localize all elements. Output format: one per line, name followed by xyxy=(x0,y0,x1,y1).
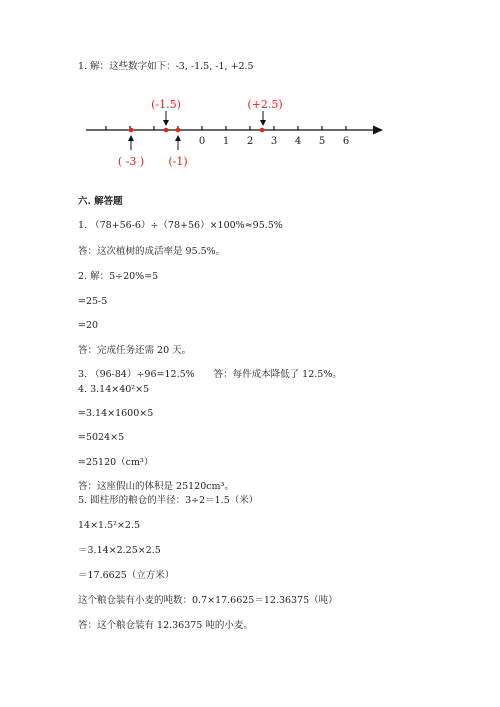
answer-line: 4. 3.14×40²×5 xyxy=(78,384,150,395)
answer-line: =25120（cm³） xyxy=(78,457,154,468)
callout-neg3: ( -3 ) xyxy=(117,155,145,168)
q1-answer: 1. 解：这些数字如下：-3, -1.5, -1, +2.5 xyxy=(78,61,254,72)
callout-neg1: (-1) xyxy=(168,155,188,168)
answer-line: 1. （78+56-6）÷（78+56）×100%≈95.5% xyxy=(78,220,283,231)
arrow-down-icon-head xyxy=(163,120,169,126)
tick-label: 0 xyxy=(198,136,206,147)
tick-label: 5 xyxy=(318,136,326,147)
tick-label: 4 xyxy=(294,136,302,147)
answer-line: =25-5 xyxy=(78,296,108,307)
answer-line: 这个粮仓装有小麦的吨数：0.7×17.6625＝12.36375（吨） xyxy=(78,595,338,606)
point-neg1 xyxy=(176,128,181,133)
answer-line: 2. 解：5÷20%=5 xyxy=(78,271,159,282)
arrow-head-icon xyxy=(373,126,383,135)
answer-line: =5024×5 xyxy=(78,432,125,443)
answer-line: =20 xyxy=(78,320,99,331)
arrow-up-icon-head xyxy=(175,135,181,141)
answer-line: 答：这个粮仓装有 12.36375 吨的小麦。 xyxy=(78,620,253,631)
number-line-diagram xyxy=(0,88,500,178)
tick-labels xyxy=(199,136,349,147)
arrow-up-icon-head xyxy=(128,135,134,141)
point-neg3 xyxy=(129,128,134,133)
tick-label: 3 xyxy=(270,136,278,147)
answer-line: 答：这座假山的体积是 25120cm³。 xyxy=(78,481,234,492)
tick-label: 2 xyxy=(246,136,254,147)
answer-line: ＝3.14×2.25×2.5 xyxy=(78,545,161,556)
answer-line: 答：完成任务还需 20 天。 xyxy=(78,345,192,356)
section-heading: 六. 解答题 xyxy=(78,196,123,207)
answer-line: 3. （96-84）÷96=12.5% 答：每件成本降低了 12.5%。 xyxy=(78,369,342,380)
answer-line: 答：这次植树的成活率是 95.5%。 xyxy=(78,246,226,257)
callout-neg1-5: (-1.5) xyxy=(151,98,181,111)
answer-line: ＝17.6625（立方米） xyxy=(78,570,175,581)
arrow-down-icon-head xyxy=(260,120,266,126)
answer-line: =3.14×1600×5 xyxy=(78,408,154,419)
point-neg1-5 xyxy=(164,128,169,133)
answer-line: 5. 圆柱形的粮仓的半径：3÷2＝1.5（米） xyxy=(78,495,259,506)
tick-label: 6 xyxy=(342,136,350,147)
answer-line: 14×1.5²×2.5 xyxy=(78,520,141,531)
tick-label: 1 xyxy=(222,136,230,147)
callout-pos2-5: (+2.5) xyxy=(247,98,283,111)
point-pos2-5 xyxy=(260,128,265,133)
